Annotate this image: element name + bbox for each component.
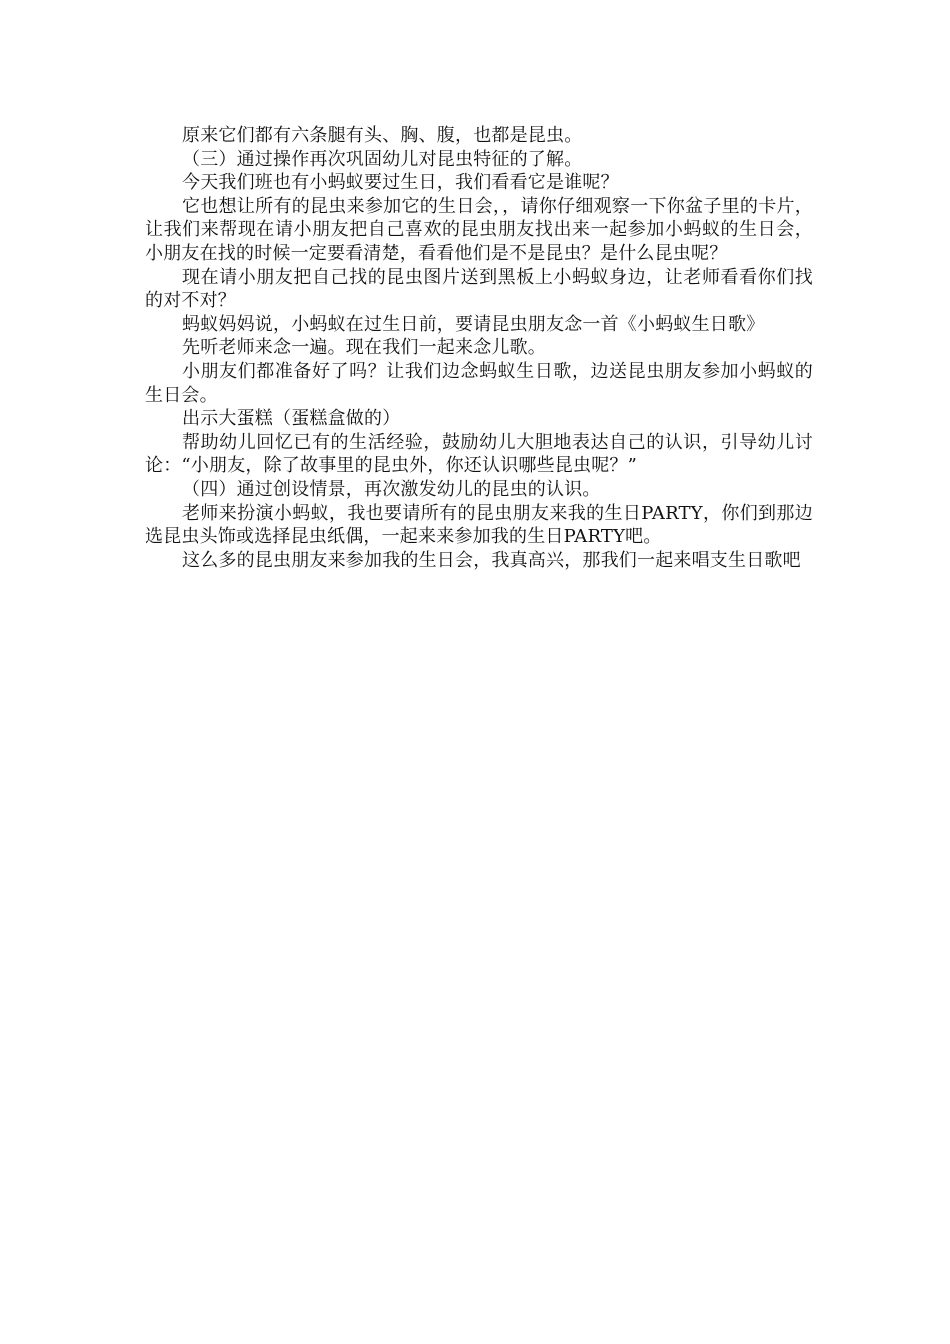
paragraph: 帮助幼儿回忆已有的生活经验，鼓励幼儿大胆地表达自己的认识，引导幼儿讨论：“小朋友，除了故事里的昆虫外，你还认识哪些昆虫呢？” (145, 431, 813, 477)
paragraph: 蚂蚁妈妈说，小蚂蚁在过生日前，要请昆虫朋友念一首《小蚂蚁生日歌》 (182, 313, 765, 335)
paragraph: 小朋友们都准备好了吗？让我们边念蚂蚁生日歌，边送昆虫朋友参加小蚂蚁的生日会。 (145, 360, 813, 406)
document-body (145, 124, 813, 572)
paragraph: 先听老师来念一遍。现在我们一起来念儿歌。 (182, 337, 546, 359)
paragraph: 原来它们都有六条腿有头、胸、腹，也都是昆虫。 (182, 125, 583, 146)
section-heading: （四）通过创设情景，再次激发幼儿的昆虫的认识。 (182, 478, 601, 500)
paragraph: 出示大蛋糕（蛋糕盒做的） (182, 408, 401, 430)
paragraph: 它也想让所有的昆虫来参加它的生日会，，请你仔细观察一下你盆子里的卡片，让我们来帮现在请小朋友把自己喜欢的昆虫朋友找出来一起参加小蚂蚁的生日会，小朋友在找的时候一定要看清楚，看看他们是不是昆虫？是什么昆虫呢？ (145, 195, 813, 264)
paragraph: 老师来扮演小蚂蚁，我也要请所有的昆虫朋友来我的生日PARTY，你们到那边选昆虫头饰或选择昆虫纸偶，一起来来参加我的生日PARTY吧。 (145, 502, 813, 548)
paragraph: 这么多的昆虫朋友来参加我的生日会，我真高兴，那我们一起来唱支生日歌吧 (182, 549, 801, 571)
paragraph: 今天我们班也有小蚂蚁要过生日，我们看看它是谁呢？ (182, 172, 619, 194)
paragraph: 现在请小朋友把自己找的昆虫图片送到黑板上小蚂蚁身边，让老师看看你们找的对不对？ (145, 266, 813, 312)
section-heading: （三）通过操作再次巩固幼儿对昆虫特征的了解。 (182, 148, 583, 170)
